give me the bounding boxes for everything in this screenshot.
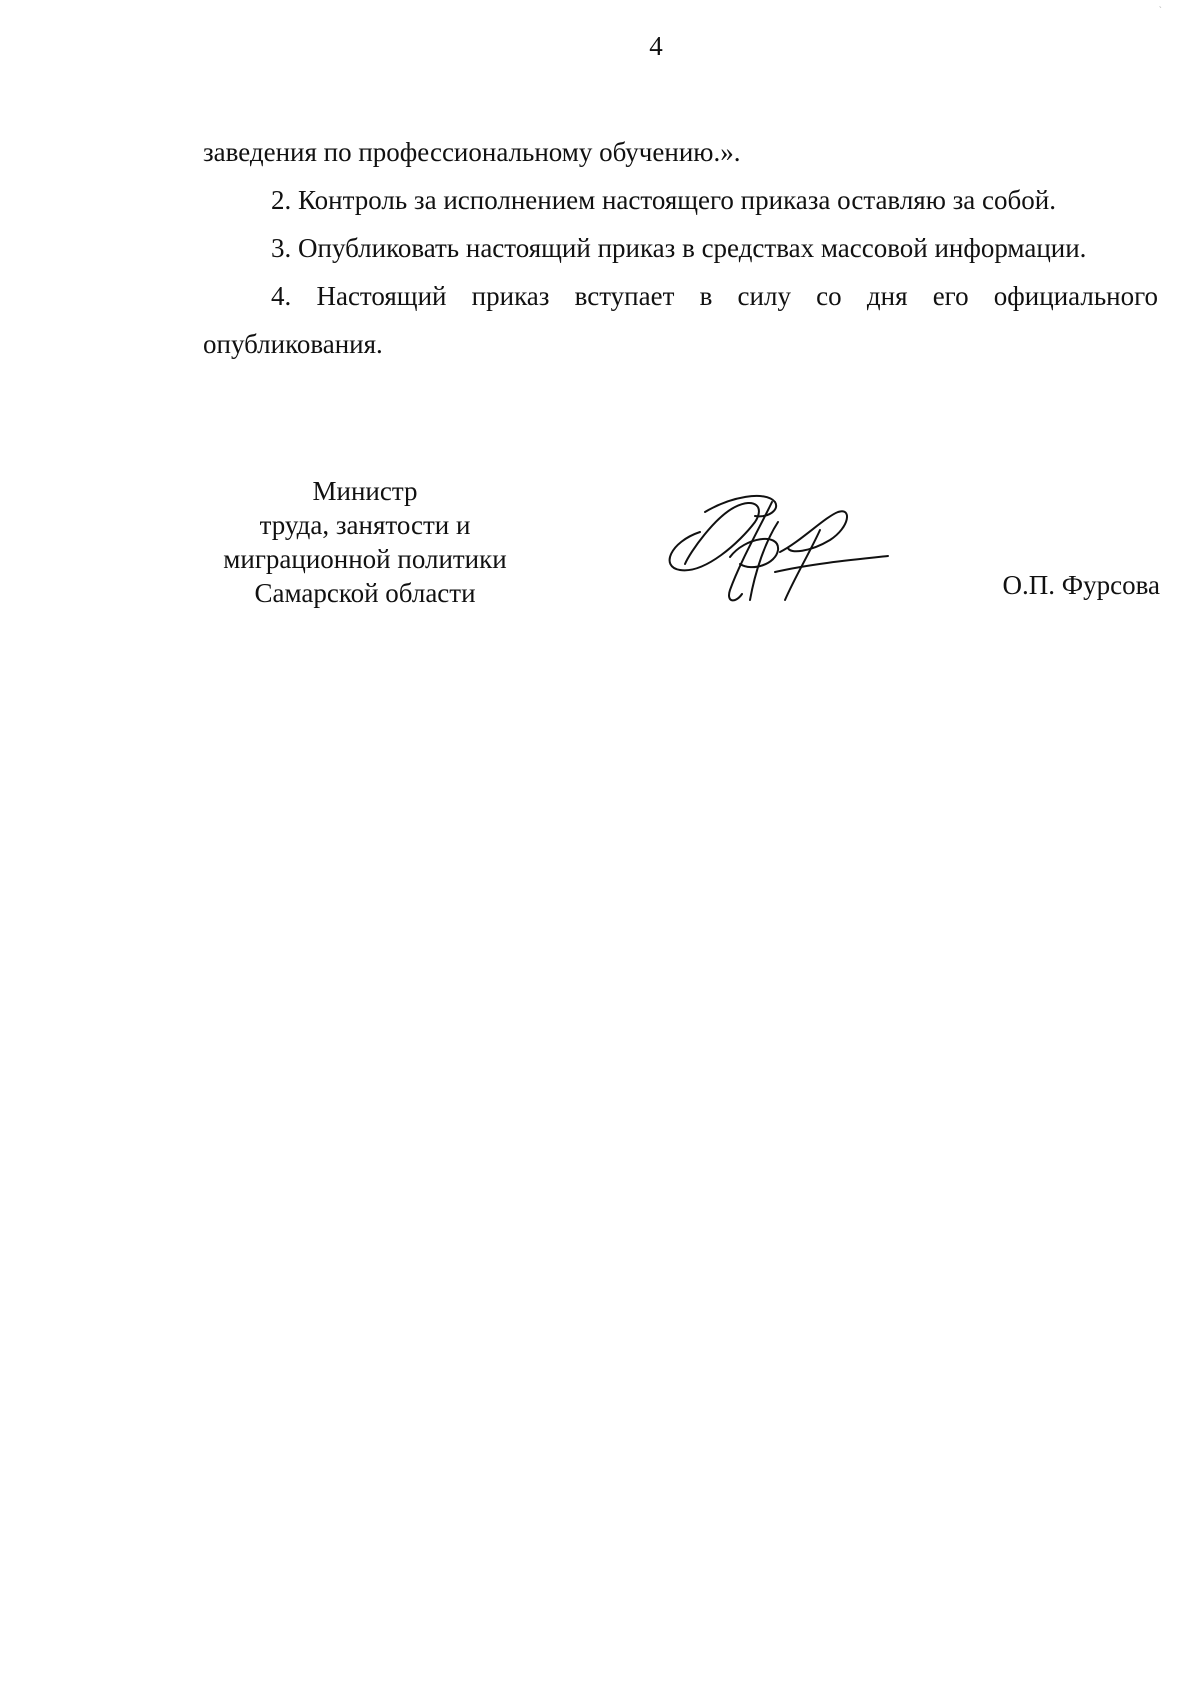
handwritten-signature bbox=[660, 482, 900, 612]
scan-mark: ` bbox=[1158, 6, 1162, 17]
paragraph-2: 2. Контроль за исполнением настоящего приказа оставляю за собой. bbox=[271, 185, 1056, 215]
paragraph-4: 4. Настоящий приказ вступает в силу со дня его официального опубликования. bbox=[203, 281, 1158, 359]
signatory-title-line: труда, занятости и bbox=[259, 510, 471, 540]
signatory-title-line: Самарской области bbox=[254, 578, 476, 608]
signatory-title-line: миграционной политики bbox=[223, 544, 507, 574]
paragraph-continuation: заведения по профессиональному обучению.». bbox=[203, 137, 741, 167]
signatory-name: О.П. Фурсова bbox=[1002, 570, 1160, 600]
paragraph-3: 3. Опубликовать настоящий приказ в средствах массовой информации. bbox=[271, 233, 1087, 263]
page-number: 4 bbox=[649, 31, 663, 61]
signature-block bbox=[0, 0, 1200, 700]
signatory-title bbox=[200, 474, 530, 610]
signatory-title-line: Министр bbox=[312, 476, 418, 506]
